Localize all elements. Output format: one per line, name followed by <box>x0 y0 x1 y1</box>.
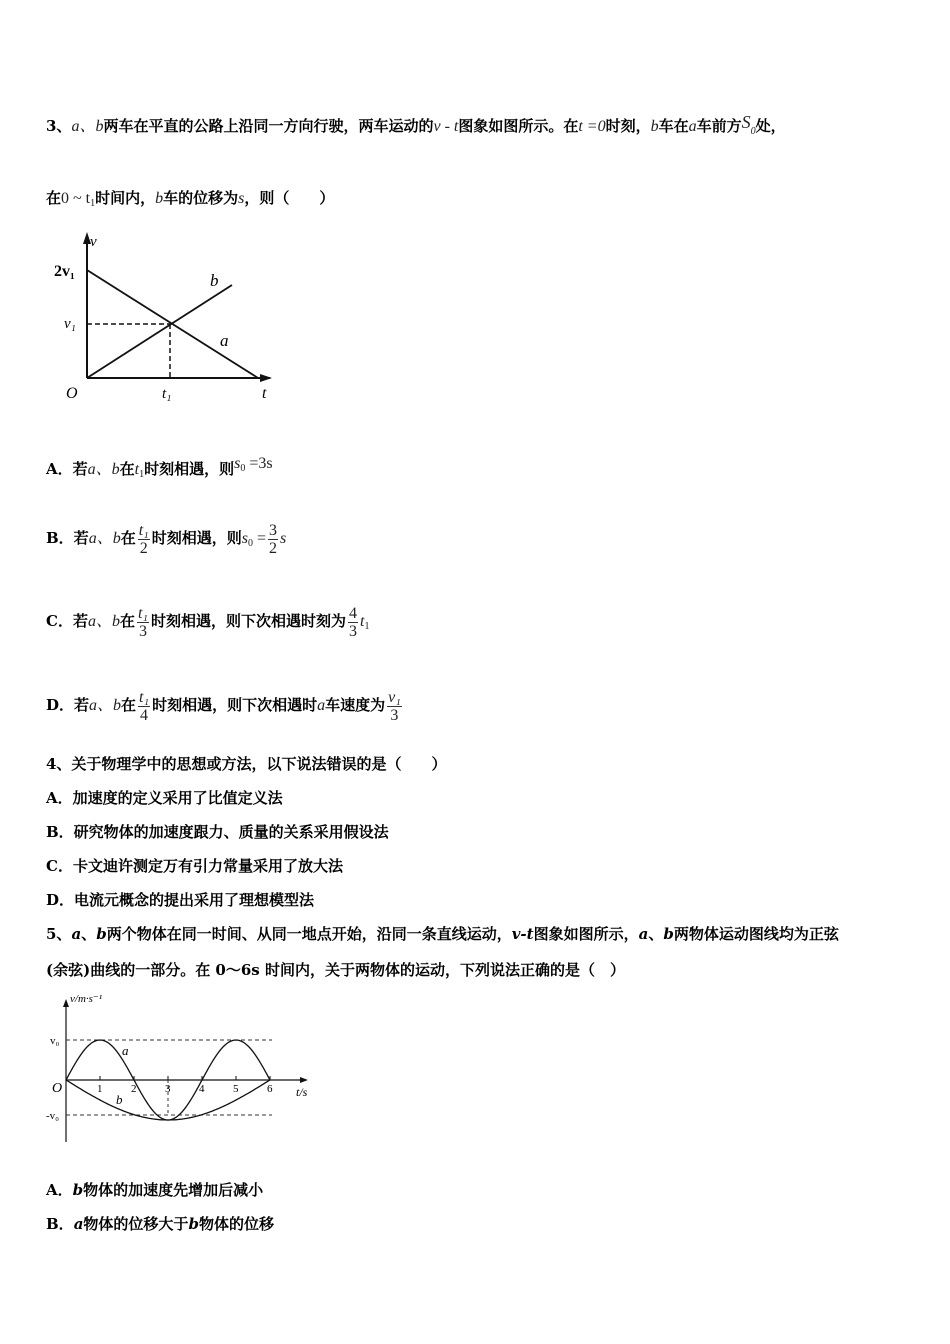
q5-stem-line1 <box>46 924 839 944</box>
q4-option-b[interactable]: B．研究物体的加速度跟力、质量的关系采用假设法 <box>46 823 389 841</box>
q3-text: 车的位移为 <box>163 189 239 207</box>
curve-b-label: b <box>116 1092 123 1107</box>
q4-option-a[interactable]: A．加速度的定义采用了比值定义法 <box>46 789 283 807</box>
opt-label: B．若 <box>46 529 89 547</box>
math-S0-sub: 0 <box>750 126 756 137</box>
line-a-label: a <box>220 331 229 350</box>
q3-text: 时间内， <box>95 189 156 207</box>
math-a: a <box>688 118 697 135</box>
opt-text: 物体的位移 <box>198 1215 274 1233</box>
x-axis-arrow <box>300 1077 308 1083</box>
opt-text: 在 <box>119 460 135 478</box>
math-sub: 1 <box>364 621 370 632</box>
q4-option-d[interactable]: D．电流元概念的提出采用了理想模型法 <box>46 891 315 909</box>
math-sub: 0 <box>240 463 246 474</box>
q3-option-b[interactable] <box>46 520 286 562</box>
q3-text: 处， <box>755 117 786 135</box>
x-axis-arrow <box>260 374 272 382</box>
opt-text: 时刻相遇，则 <box>144 460 235 478</box>
y-axis-label: v <box>90 234 97 250</box>
q5-option-b[interactable] <box>46 1214 274 1234</box>
y-axis-label: v/m·s⁻¹ <box>70 993 103 1005</box>
math-b: b <box>650 118 659 135</box>
x-tick-label: 3 <box>165 1083 171 1095</box>
math-s: s <box>234 455 241 472</box>
var-b: b <box>96 925 107 943</box>
y-axis-arrow <box>63 999 69 1007</box>
var-vt: v-t <box>511 925 534 943</box>
math-ab: a、b <box>87 461 120 478</box>
frac-den: 2 <box>269 539 278 557</box>
x-tick-label: 5 <box>233 1083 239 1095</box>
opt-text: 物体的加速度先增加后减小 <box>83 1181 264 1199</box>
fraction <box>348 605 358 640</box>
q3-text: 两车在平直的公路上沿同一方向行驶，两车运动的 <box>103 117 434 135</box>
fraction <box>268 522 278 557</box>
x-tick-label: 4 <box>199 1083 205 1095</box>
frac-num: 3 <box>269 521 278 539</box>
math-b: b <box>155 190 164 207</box>
x-tick-label: 2 <box>131 1083 137 1095</box>
q5-text: 图象如图所示， <box>533 925 639 943</box>
math-S0: S <box>741 112 751 132</box>
math-sub: 0 <box>247 538 253 549</box>
math-eq: = <box>252 530 267 547</box>
origin-label: O <box>66 385 78 402</box>
x-tick-label: 6 <box>267 1083 273 1095</box>
var-b: b <box>188 1215 199 1233</box>
frac-num: 4 <box>349 604 358 622</box>
q3-text: 图象如图所示。在 <box>458 117 579 135</box>
q5-stem-line2: (余弦)曲线的一部分。在 0～6s 时间内，关于两物体的运动，下列说法正确的是（ ） <box>46 961 625 979</box>
frac-num: t₁ <box>138 521 149 539</box>
x-axis-label: t/s <box>296 1085 308 1099</box>
frac-num: t₁ <box>139 688 150 706</box>
opt-text: 时刻相遇，则下次相遇时刻为 <box>151 612 347 630</box>
opt-label: D．若 <box>46 696 90 714</box>
q5-vt-graph <box>44 992 324 1152</box>
q3-vt-graph <box>50 228 290 408</box>
frac-den: 4 <box>140 706 149 724</box>
q5-text: 、 <box>81 925 97 943</box>
q3-text: 车在 <box>658 117 689 135</box>
y-v0-label: v₀ <box>50 1035 60 1047</box>
q3-option-c[interactable] <box>46 603 369 645</box>
fraction <box>387 689 402 724</box>
y-2v1-label: 2v₁ <box>54 263 75 280</box>
math-s: s <box>280 530 287 547</box>
q5-text: 两个物体在同一时间、从同一地点开始，沿同一条直线运动， <box>106 925 512 943</box>
q5-option-a[interactable] <box>46 1180 263 1200</box>
q5-number: 5、 <box>46 925 72 943</box>
math-sub: 1 <box>90 198 96 209</box>
q4-option-c[interactable]: C．卡文迪许测定万有引力常量采用了放大法 <box>46 857 343 875</box>
x-tick-label: 1 <box>97 1083 103 1095</box>
math-t0: t =0 <box>578 118 606 135</box>
var-a: a <box>638 925 649 943</box>
var-b: b <box>72 1181 84 1199</box>
fraction <box>138 689 150 724</box>
curve-a-label: a <box>122 1043 129 1058</box>
math-0t: 0 ~ t <box>61 190 91 207</box>
origin-label: O <box>52 1081 63 1096</box>
math-a: a <box>317 697 326 714</box>
opt-text: 物体的位移大于 <box>83 1215 189 1233</box>
math-t: t <box>134 461 140 478</box>
opt-text: 在 <box>120 529 136 547</box>
y-neg-v0-label: -v₀ <box>46 1110 59 1122</box>
q3-text: 车前方 <box>696 117 742 135</box>
opt-text: 在 <box>119 612 135 630</box>
math-ab: a、b <box>89 697 122 714</box>
x-axis-label: t <box>262 385 267 402</box>
opt-label: A． <box>46 1181 73 1199</box>
frac-den: 3 <box>138 622 147 640</box>
var-a: a <box>71 925 82 943</box>
math-s: s <box>241 530 248 547</box>
q4-stem: 4、关于物理学中的思想或方法，以下说法错误的是（ ） <box>46 755 447 773</box>
frac-num: v₁ <box>388 688 401 706</box>
fraction <box>137 605 149 640</box>
q3-stem-line2 <box>46 188 334 214</box>
y-v1-label: v₁ <box>64 316 76 332</box>
opt-label: C．若 <box>46 612 88 630</box>
q5-text: 两物体运动图线均为正弦 <box>673 925 839 943</box>
math-ab: a、b <box>87 613 120 630</box>
math-ab: a、b <box>88 530 121 547</box>
math-t: t <box>360 613 365 630</box>
var-a: a <box>73 1215 84 1233</box>
math-sub: 1 <box>139 469 145 480</box>
opt-text: 时刻相遇，则下次相遇时 <box>152 696 318 714</box>
frac-den: 3 <box>349 622 358 640</box>
q3-text: 时刻， <box>605 117 651 135</box>
frac-num: t₁ <box>137 604 148 622</box>
fraction <box>138 522 150 557</box>
opt-text: 车速度为 <box>325 696 386 714</box>
var-b: b <box>663 925 674 943</box>
opt-label: B． <box>46 1215 74 1233</box>
q3-option-a[interactable] <box>46 454 273 485</box>
math-vt: v - t <box>433 118 459 135</box>
math-eq: =3s <box>245 455 273 472</box>
frac-den: 2 <box>139 539 148 557</box>
q3-text: 在 <box>46 189 62 207</box>
frac-den: 3 <box>390 706 399 724</box>
q5-text: 、 <box>648 925 664 943</box>
q3-stem-line1 <box>46 112 786 142</box>
q3-option-d[interactable] <box>46 687 404 724</box>
opt-text: 在 <box>121 696 137 714</box>
q3-number: 3、 <box>46 117 72 135</box>
q3-text: ，则（ ） <box>244 189 335 207</box>
line-b <box>87 285 232 378</box>
line-b-label: b <box>210 271 219 290</box>
math-ab: a、b <box>71 118 104 135</box>
opt-label: A．若 <box>46 460 88 478</box>
math-s: s <box>238 190 245 207</box>
t1-label: t₁ <box>162 386 172 402</box>
opt-text: 时刻相遇，则 <box>151 529 242 547</box>
